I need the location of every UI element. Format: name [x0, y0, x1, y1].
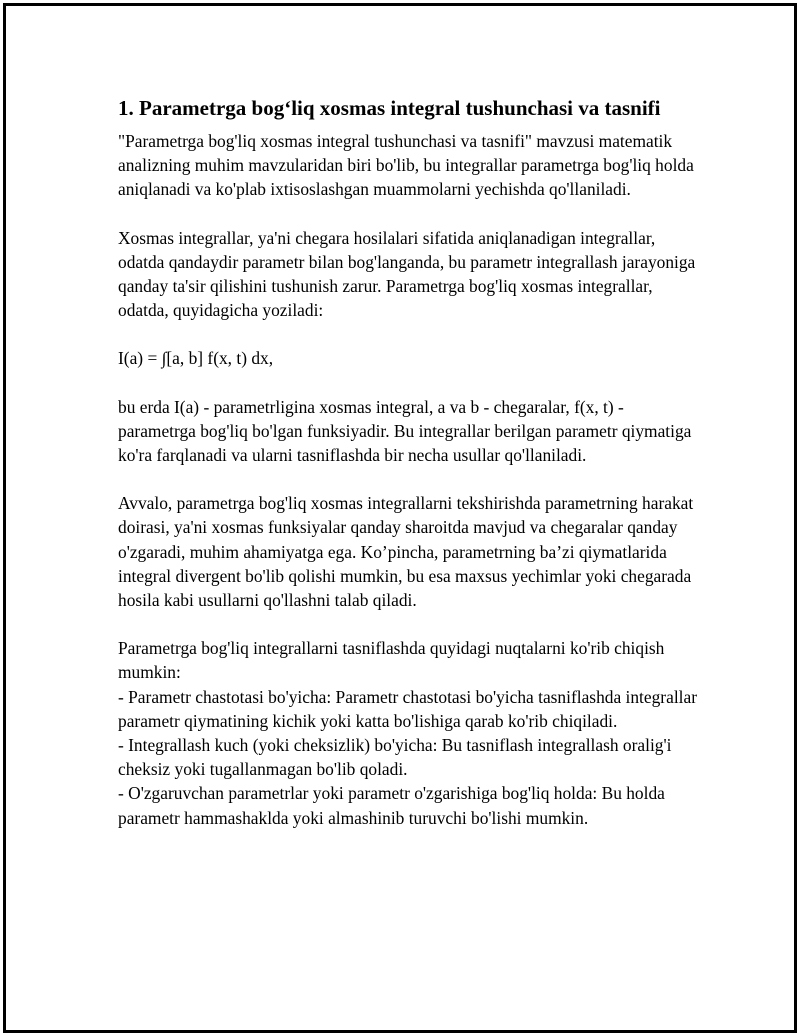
paragraph-intro: "Parametrga bog'liq xosmas integral tushunchasi va tasnifi" mavzusi matematik analizning muhim mavzularidan biri bo'lib, bu integrallar parametrga bog'liq holda aniqlanadi va ko'plab ixtisoslashgan muammolarni yechishda qo'llaniladi.	[118, 131, 694, 200]
list-item: - O'zgaruvchan parametrlar yoki parametr o'zgarishiga bog'liq holda: Bu holda parametr hammashaklda yoki almashinib turuvchi bo'lishi mumkin.	[118, 783, 665, 828]
document-title: 1. Parametrga bog‘liq xosmas integral tushunchasi va tasnifi	[118, 96, 661, 120]
paragraph-explanation: bu erda I(a) - parametrligina xosmas integral, a va b - chegaralar, f(x, t) - parametrga bog'liq bo'lgan funksiyadir. Bu integrallar berilgan parametr qiymatiga ko'ra farqlanadi va ularni tasniflashda bir necha usullar qo'llaniladi.	[118, 396, 692, 466]
formula-line: I(a) = ∫[a, b] f(x, t) dx,	[118, 348, 274, 369]
paragraph-parameter-range: Avvalo, parametrga bog'liq xosmas integrallarni tekshirishda parametrning harakat doirasi, ya'ni xosmas funksiyalar qanday sharoitda mavjud va chegaralar qanday o'zgaradi, muhim ahamiyatga ega. Ko’pincha, parametrning ba’zi qiymatlarida integral divergent bo'lib qolishi mumkin, bu esa maxsus yechimlar yoki chegarada hosila kabi usullarni qo'llashni talab qiladi.	[118, 493, 694, 611]
document-body	[118, 95, 698, 830]
list-item: - Parametr chastotasi bo'yicha: Parametr chastotasi bo'yicha tasniflashda integrallar parametr qiymatining kichik yoki katta bo'lishiga qarab ko'rib chiqiladi.	[118, 686, 697, 731]
paragraph-definition: Xosmas integrallar, ya'ni chegara hosilalari sifatida aniqlanadigan integrallar, odatda qandaydir parametr bilan bog'langanda, bu parametr integrallash jarayoniga qanday ta'sir qilishini tushunish zarur. Parametrga bog'liq xosmas integrallar, odatda, quyidagicha yoziladi:	[118, 227, 696, 321]
classification-intro: Parametrga bog'liq integrallarni tasniflashda quyidagi nuqtalarni ko'rib chiqish mumkin:	[118, 638, 665, 683]
list-item: - Integrallash kuch (yoki cheksizlik) bo'yicha: Bu tasniflash integrallash oralig'i cheksiz yoki tugallanmagan bo'lib qoladi.	[118, 735, 672, 780]
